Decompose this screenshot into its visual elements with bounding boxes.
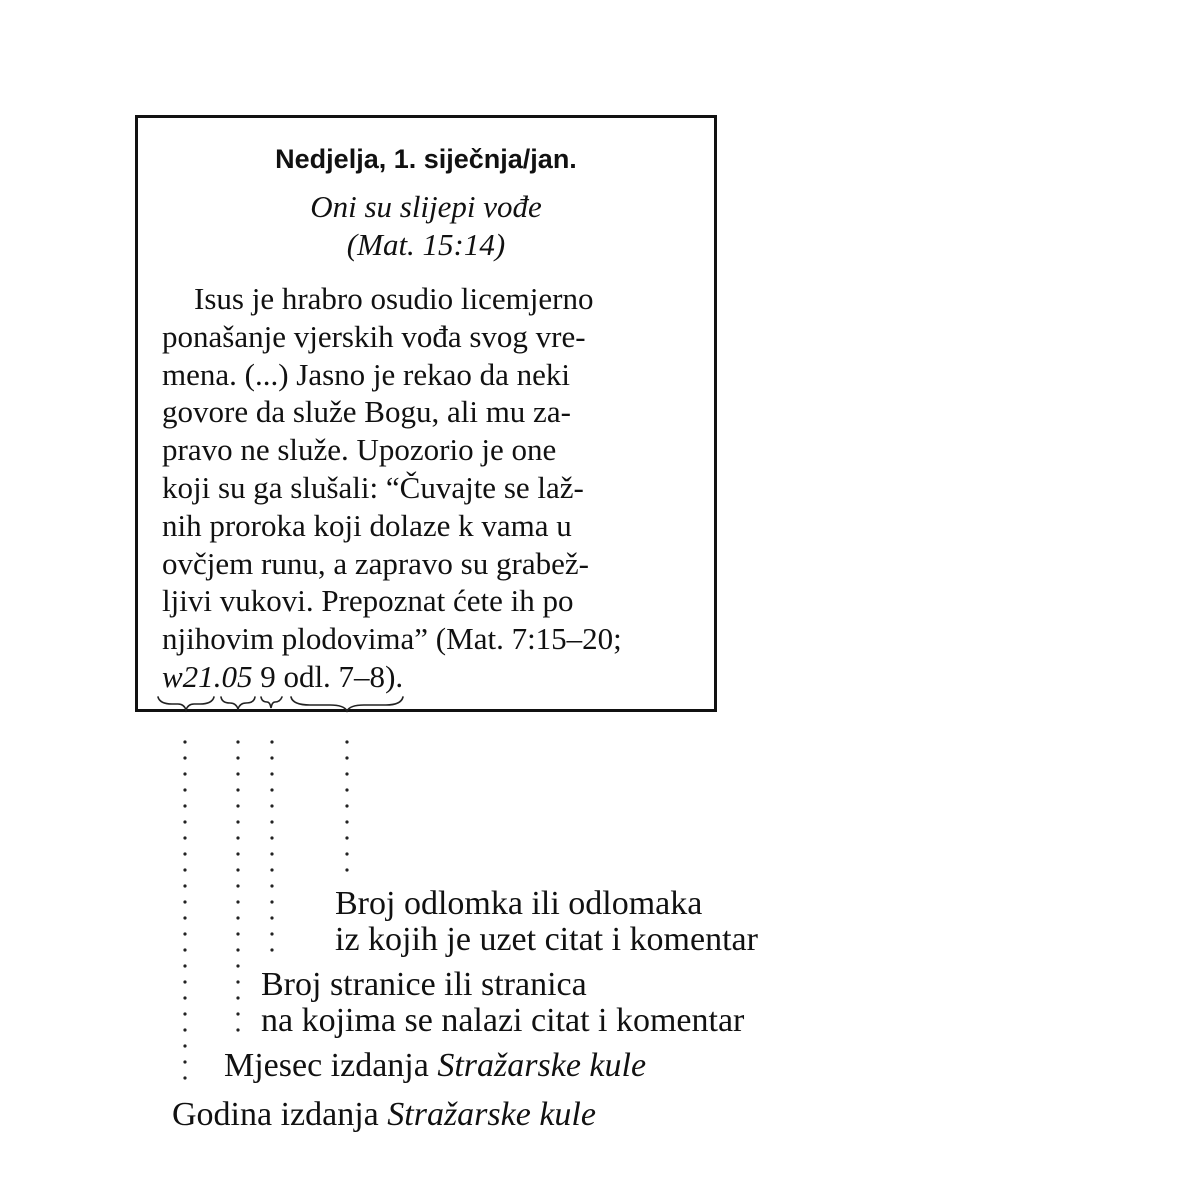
- paragraph-label: [335, 886, 758, 958]
- body-line: ljivi vukovi. Prepoznat ćete ih po: [162, 583, 574, 619]
- day-heading: Nedjelja, 1. siječnja/jan.: [275, 144, 577, 174]
- body-line: nih proroka koji dolaze k vama u: [162, 507, 572, 543]
- body-line: njihovim plodovima” (Mat. 7:15–20;: [162, 621, 622, 657]
- body-line: koji su ga slušali: “Čuvajte se lаž-: [162, 469, 584, 505]
- reference-month: .05: [213, 658, 253, 694]
- month-label-magazine: Stražarske kule: [437, 1047, 647, 1084]
- theme-line-2: (Mat. 15:14): [346, 227, 506, 262]
- page-label: [261, 967, 744, 1039]
- page-label-line-1: Broj stranice ili stranica: [261, 966, 587, 1003]
- year-label: [172, 1097, 596, 1133]
- year-label-magazine: Stražarske kule: [387, 1096, 596, 1133]
- reference-ending: ).: [385, 658, 404, 694]
- body-line: Isus je hrabro osudio licemjerno: [194, 281, 594, 316]
- paragraph-label-line-2: iz kojih je uzet citat i komentar: [335, 921, 758, 958]
- body-line: govore da služe Bogu, ali mu za-: [162, 394, 571, 430]
- month-label-prefix: Mjesec izdanja: [224, 1047, 429, 1084]
- page-label-line-2: na kojima se nalazi citat i komentar: [261, 1002, 745, 1039]
- body-line: pravo ne služe. Upozorio je one: [162, 432, 557, 468]
- month-label: [224, 1048, 646, 1084]
- reference-paragraphs: odl. 7–8: [283, 658, 386, 694]
- body-line: mena. (...) Jasno je rekao da neki: [162, 356, 571, 392]
- paragraph-label-line-1: Broj odlomka ili odlomaka: [335, 885, 703, 922]
- body-line: ponašanje vjerskih vođa svog vre-: [162, 318, 586, 354]
- year-label-prefix: Godina izdanja: [172, 1096, 379, 1133]
- reference-page: 9: [260, 658, 276, 694]
- daily-text-card: [135, 115, 717, 712]
- theme-scripture: [138, 188, 714, 264]
- reference-line: [162, 658, 622, 696]
- theme-line-1: Oni su slijepi vođe: [310, 189, 542, 224]
- body-text: [162, 280, 622, 696]
- reference-year: w21: [162, 658, 214, 694]
- body-line: ovčjem runu, a zapravo su grabež-: [162, 545, 589, 581]
